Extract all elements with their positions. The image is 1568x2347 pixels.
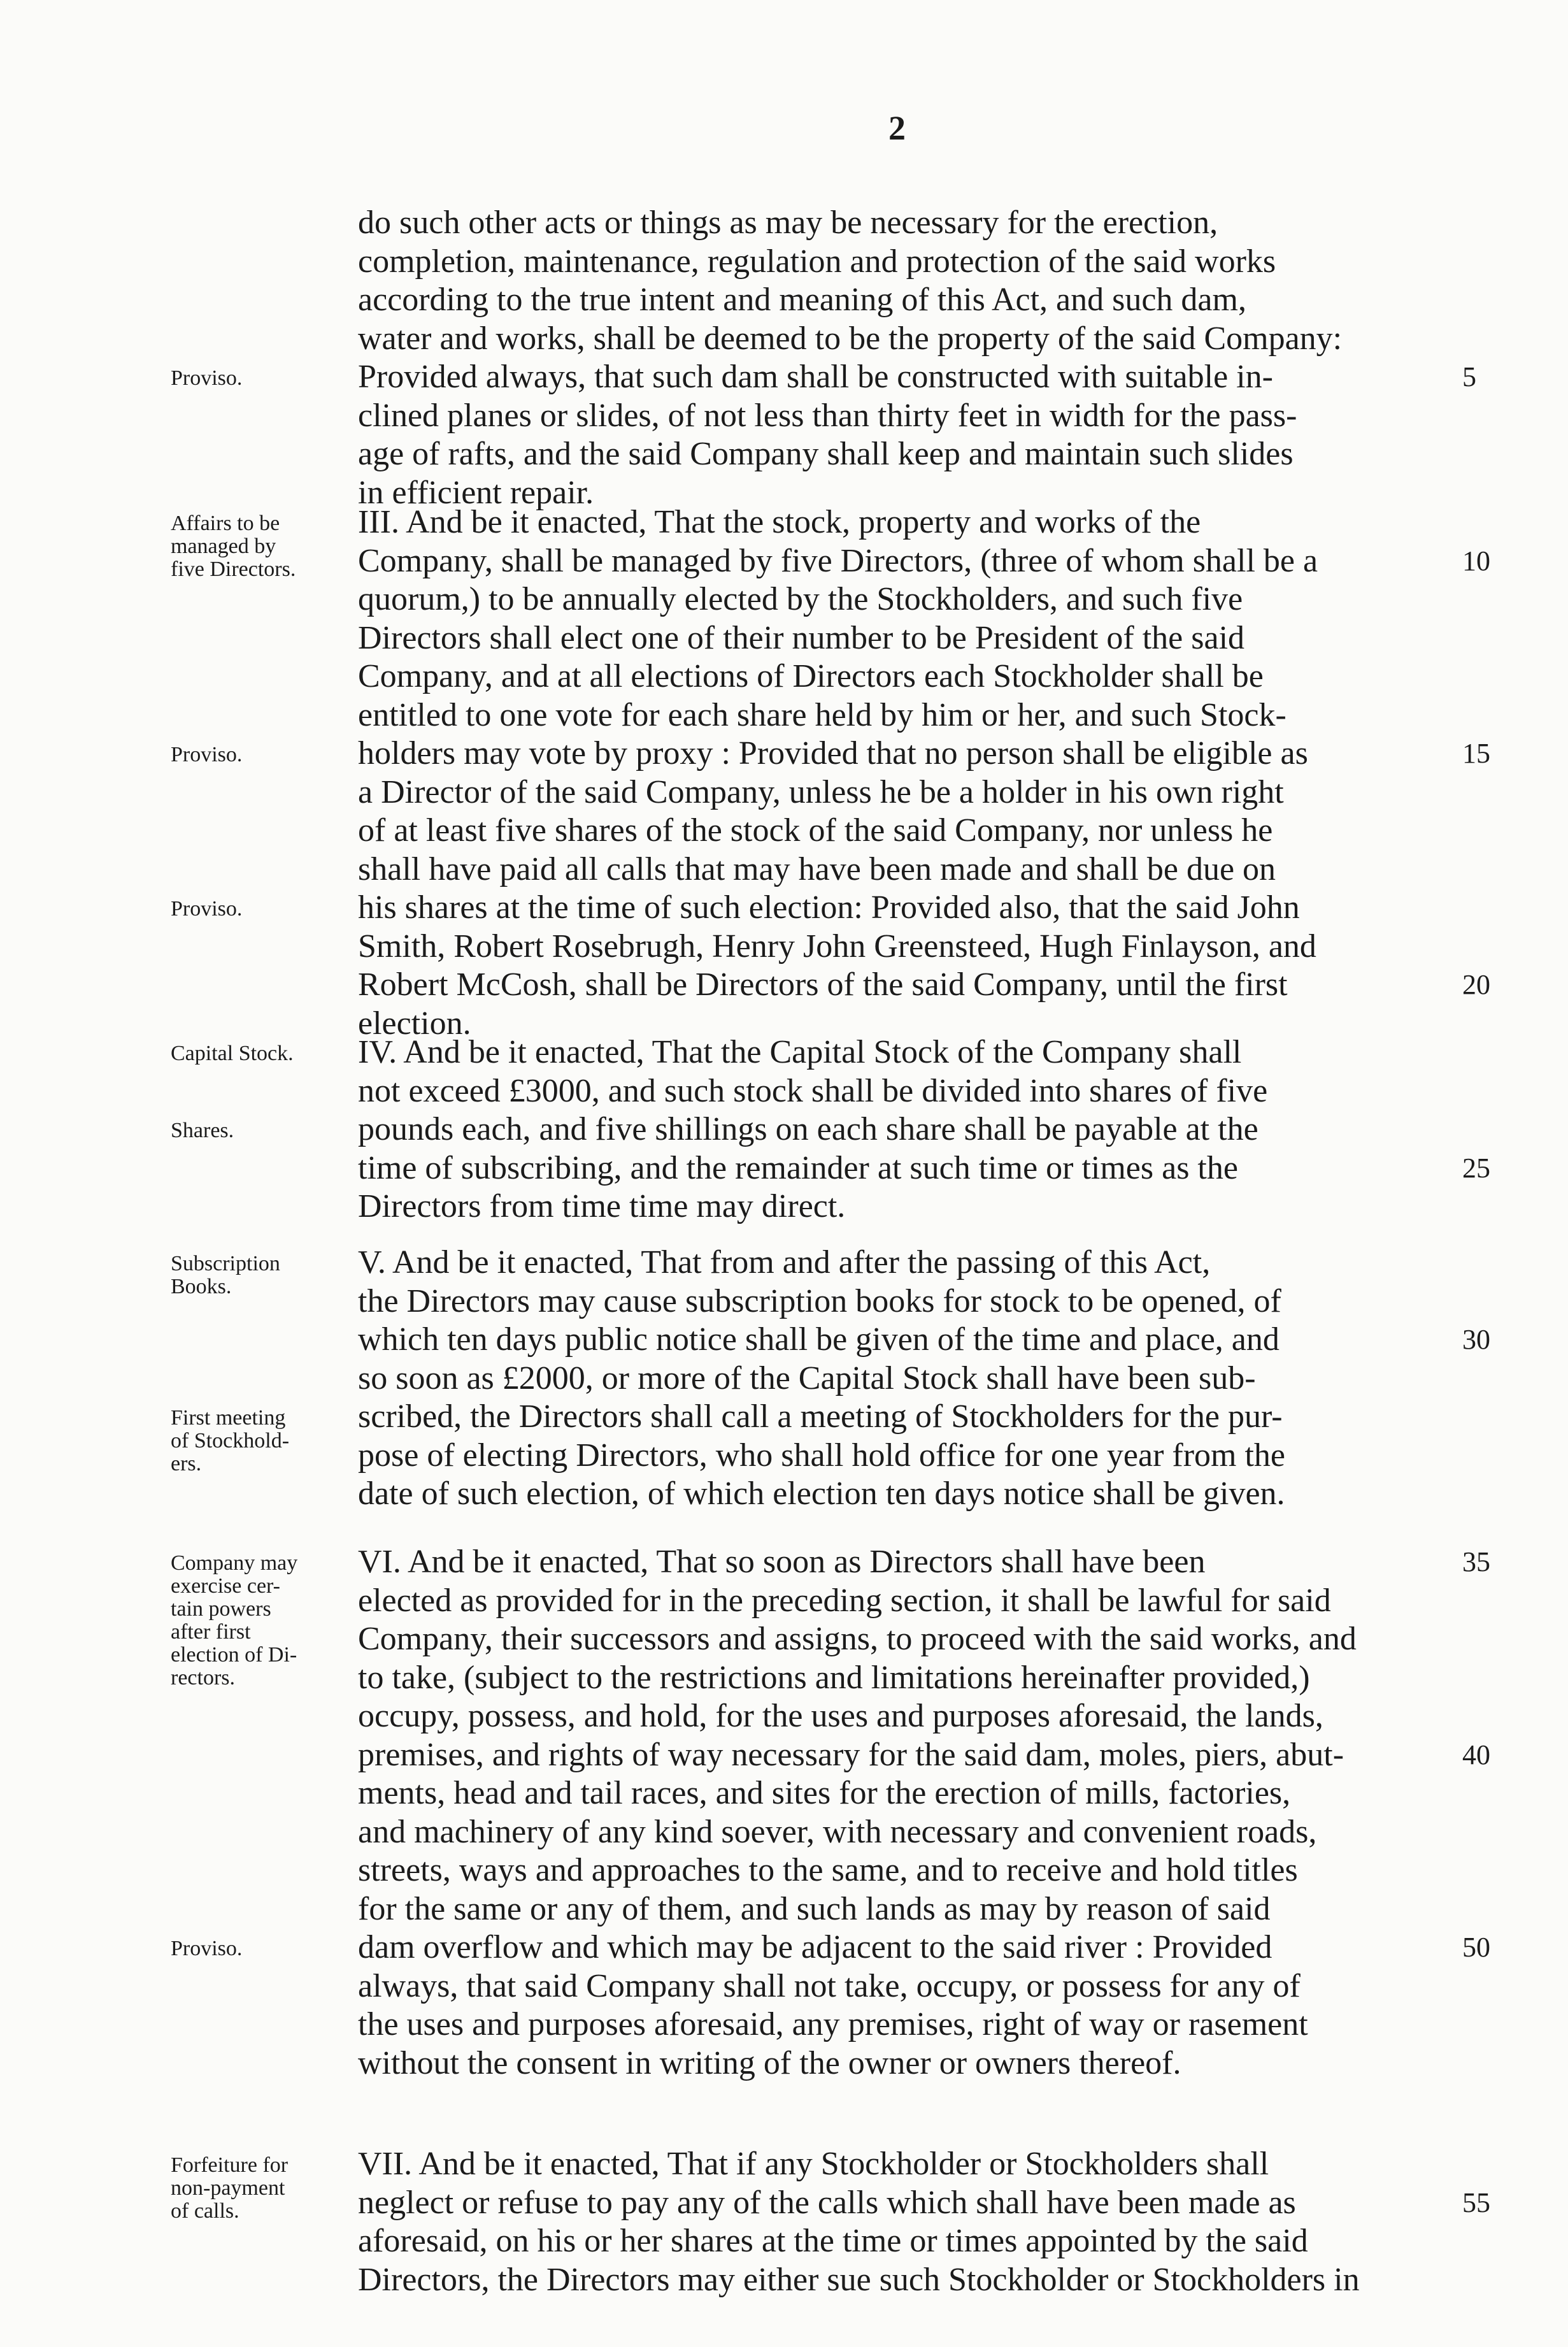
- text-line: entitled to one vote for each share held by him or her, and such Stock-: [358, 696, 1286, 733]
- margin-note-line: Company may: [171, 1551, 298, 1575]
- margin-note-line: after first: [171, 1620, 251, 1644]
- text-line: age of rafts, and the said Company shall keep and maintain such slides: [358, 436, 1294, 472]
- text-line: to take, (subject to the restrictions and limitations hereinafter provided,): [358, 1659, 1310, 1696]
- text-line: Company, and at all elections of Directors each Stockholder shall be: [358, 658, 1264, 694]
- margin-note: [171, 1937, 362, 1960]
- margin-note: [171, 367, 362, 390]
- line-number: 35: [1462, 1546, 1490, 1577]
- margin-note-line: of Stockhold-: [171, 1429, 290, 1453]
- text-line: the Directors may cause subscription books for stock to be opened, of: [358, 1282, 1281, 1319]
- text-line: Robert McCosh, shall be Directors of the said Company, until the first: [358, 966, 1288, 1003]
- margin-note-line: Shares.: [171, 1119, 234, 1142]
- text-line: quorum,) to be annually elected by the Stockholders, and such five: [358, 581, 1243, 617]
- line-number: 40: [1462, 1739, 1490, 1770]
- line-number: 30: [1462, 1324, 1490, 1355]
- text-line: neglect or refuse to pay any of the calls which shall have been made as: [358, 2184, 1296, 2221]
- margin-note-line: Proviso.: [171, 366, 243, 390]
- text-line: election.: [358, 1005, 471, 1042]
- text-line: according to the true intent and meaning of this Act, and such dam,: [358, 282, 1246, 318]
- margin-note: [171, 898, 362, 921]
- text-line: premises, and rights of way necessary for the said dam, moles, piers, abut-: [358, 1736, 1344, 1773]
- text-line: holders may vote by proxy : Provided that no person shall be eligible as: [358, 735, 1308, 772]
- margin-note: [171, 1252, 362, 1298]
- margin-note-line: Proviso.: [171, 743, 243, 766]
- margin-note-line: Proviso.: [171, 1937, 243, 1960]
- text-line: do such other acts or things as may be necessary for the erection,: [358, 205, 1218, 241]
- text-line: dam overflow and which may be adjacent to the said river : Provided: [358, 1929, 1272, 1965]
- text-line: VII. And be it enacted, That if any Stockholder or Stockholders shall: [358, 2146, 1269, 2182]
- text-line: which ten days public notice shall be given of the time and place, and: [358, 1321, 1279, 1358]
- text-line: aforesaid, on his or her shares at the time or times appointed by the said: [358, 2223, 1308, 2259]
- margin-note-line: Proviso.: [171, 897, 243, 921]
- line-number: 5: [1462, 361, 1476, 392]
- text-line: IV. And be it enacted, That the Capital Stock of the Company shall: [358, 1034, 1242, 1070]
- text-line: and machinery of any kind soever, with necessary and convenient roads,: [358, 1813, 1317, 1850]
- margin-note: [171, 1119, 362, 1142]
- text-line: clined planes or slides, of not less than thirty feet in width for the pass-: [358, 397, 1297, 434]
- margin-note-line: managed by: [171, 535, 276, 558]
- margin-note-line: Affairs to be: [171, 512, 280, 535]
- text-line: for the same or any of them, and such lands as may by reason of said: [358, 1890, 1271, 1927]
- text-line: always, that said Company shall not take, occupy, or possess for any of: [358, 1967, 1301, 2004]
- text-line: Directors from time time may direct.: [358, 1188, 846, 1224]
- margin-note-line: of calls.: [171, 2199, 239, 2223]
- margin-note-line: First meeting: [171, 1406, 286, 1430]
- margin-note-line: Forfeiture for: [171, 2153, 289, 2177]
- margin-note-line: rectors.: [171, 1666, 236, 1690]
- text-line: Company, shall be managed by five Directors, (three of whom shall be a: [358, 542, 1318, 579]
- line-number: 15: [1462, 738, 1490, 769]
- text-line: Directors, the Directors may either sue such Stockholder or Stockholders in: [358, 2261, 1360, 2298]
- page-number: 2: [888, 109, 906, 147]
- text-line: of at least five shares of the stock of the said Company, nor unless he: [358, 812, 1273, 849]
- text-line: water and works, shall be deemed to be the property of the said Company:: [358, 320, 1343, 357]
- line-number: 10: [1462, 545, 1490, 577]
- text-line: streets, ways and approaches to the same, and to receive and hold titles: [358, 1852, 1298, 1888]
- text-line: pounds each, and five shillings on each share shall be payable at the: [358, 1111, 1258, 1147]
- margin-note: [171, 743, 362, 766]
- line-number: 55: [1462, 2186, 1490, 2218]
- text-line: scribed, the Directors shall call a meeting of Stockholders for the pur-: [358, 1398, 1283, 1435]
- text-line: completion, maintenance, regulation and protection of the said works: [358, 243, 1276, 280]
- margin-note: [171, 512, 362, 581]
- margin-note-line: Subscription: [171, 1252, 280, 1275]
- text-line: Smith, Robert Rosebrugh, Henry John Greensteed, Hugh Finlayson, and: [358, 928, 1316, 965]
- line-number: 25: [1462, 1152, 1490, 1184]
- margin-note: [171, 1407, 362, 1475]
- text-line: shall have paid all calls that may have been made and shall be due on: [358, 851, 1276, 887]
- text-line: not exceed £3000, and such stock shall be divided into shares of five: [358, 1072, 1268, 1109]
- text-line: so soon as £2000, or more of the Capital Stock shall have been sub-: [358, 1360, 1256, 1396]
- line-number: 20: [1462, 969, 1490, 1000]
- text-line: ments, head and tail races, and sites for the erection of mills, factories,: [358, 1775, 1291, 1811]
- text-line: III. And be it enacted, That the stock, property and works of the: [358, 504, 1201, 540]
- text-line: Company, their successors and assigns, to proceed with the said works, and: [358, 1621, 1357, 1657]
- text-line: pose of electing Directors, who shall hold office for one year from the: [358, 1437, 1285, 1474]
- text-line: without the consent in writing of the owner or owners thereof.: [358, 2044, 1181, 2081]
- margin-note-line: Books.: [171, 1275, 232, 1298]
- text-line: VI. And be it enacted, That so soon as Directors shall have been: [358, 1544, 1206, 1580]
- margin-note-line: tain powers: [171, 1597, 271, 1621]
- text-line: elected as provided for in the preceding section, it shall be lawful for said: [358, 1582, 1331, 1619]
- text-line: a Director of the said Company, unless he be a holder in his own right: [358, 773, 1284, 810]
- text-line: the uses and purposes aforesaid, any premises, right of way or rasement: [358, 2006, 1308, 2042]
- text-line: Provided always, that such dam shall be constructed with suitable in-: [358, 359, 1273, 395]
- margin-note: [171, 1552, 362, 1690]
- text-line: his shares at the time of such election: Provided also, that the said John: [358, 889, 1300, 926]
- margin-note-line: five Directors.: [171, 557, 296, 581]
- margin-note-line: non-payment: [171, 2176, 285, 2200]
- margin-note: [171, 1042, 362, 1065]
- margin-note-line: exercise cer-: [171, 1574, 281, 1598]
- text-line: occupy, possess, and hold, for the uses and purposes aforesaid, the lands,: [358, 1698, 1323, 1734]
- line-number: 50: [1462, 1932, 1490, 1963]
- text-line: in efficient repair.: [358, 474, 594, 511]
- margin-note: [171, 2154, 362, 2223]
- margin-note-line: Capital Stock.: [171, 1042, 294, 1065]
- margin-note-line: election of Di-: [171, 1643, 297, 1667]
- text-line: V. And be it enacted, That from and after the passing of this Act,: [358, 1244, 1211, 1281]
- text-line: Directors shall elect one of their number to be President of the said: [358, 619, 1245, 656]
- margin-note-line: ers.: [171, 1452, 202, 1475]
- text-line: date of such election, of which election ten days notice shall be given.: [358, 1475, 1285, 1512]
- text-line: time of subscribing, and the remainder at such time or times as the: [358, 1149, 1238, 1186]
